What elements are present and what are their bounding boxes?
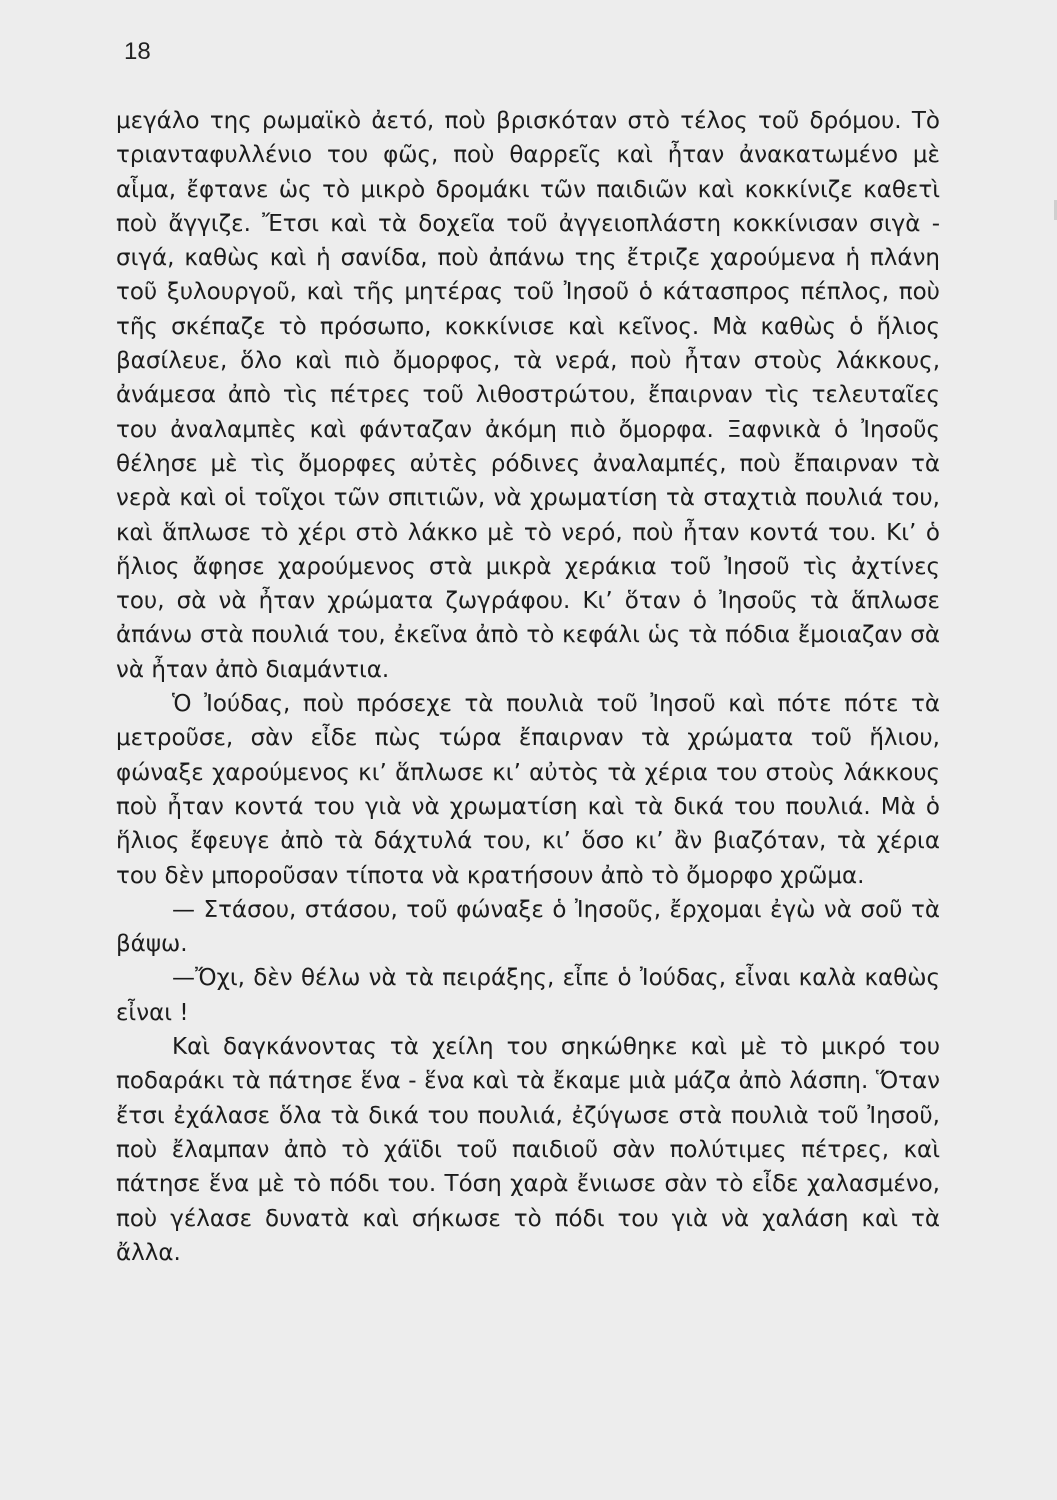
paragraph: Ὁ Ἰούδας, ποὺ πρόσεχε τὰ πουλιὰ τοῦ Ἰησοῦ καὶ πότε πότε τὰ μετροῦσε, σὰν εἶδε πὼς τώρα ἔπαιρναν τὰ χρώματα τοῦ ἥλιου, φώναξε χαρούμενος κι’ ἅπλωσε κι’ αὐτὸς τὰ χέρια του στοὺς λάκκους ποὺ ἦταν κοντά του γιὰ νὰ χρωματίση καὶ τὰ δικά του πουλιά. Μὰ ὁ ἥλιος ἔφευγε ἀπὸ τὰ δάχτυλά του, κι’ ὅσο κι’ ἂν βιαζόταν, τὰ χέρια του δὲν μποροῦσαν τίποτα νὰ κρατήσουν ἀπὸ τὸ ὄμορφο χρῶμα. (116, 691, 940, 889)
paragraph: Καὶ δαγκάνοντας τὰ χείλη του σηκώθηκε καὶ μὲ τὸ μικρό του ποδαράκι τὰ πάτησε ἕνα - ἕνα καὶ τὰ ἔκαμε μιὰ μάζα ἀπὸ λάσπη. Ὅταν ἔτσι ἐχάλασε ὅλα τὰ δικά του πουλιά, ἐζύγωσε στὰ πουλιὰ τοῦ Ἰησοῦ, ποὺ ἔλαμπαν ἀπὸ τὸ χάϊδι τοῦ παιδιοῦ σὰν πολύτιμες πέτρες, καὶ πάτησε ἕνα μὲ τὸ πόδι του. Τόση χαρὰ ἔνιωσε σὰν τὸ εἶδε χαλασμένο, ποὺ γέλασε δυνατὰ καὶ σήκωσε τὸ πόδι του γιὰ νὰ χαλάση καὶ τὰ ἄλλα. (116, 1034, 940, 1266)
paragraph: — Στάσου, στάσου, τοῦ φώναξε ὁ Ἰησοῦς, ἔρχομαι ἐγὼ νὰ σοῦ τὰ βάψω. (116, 896, 940, 958)
page-number: 18 (124, 38, 151, 65)
body-text (116, 104, 940, 1270)
paragraph: —Ὄχι, δὲν θέλω νὰ τὰ πειράξης, εἶπε ὁ Ἰούδας, εἶναι καλὰ καθὼς εἶναι ! (116, 965, 940, 1026)
paragraph: μεγάλο της ρωμαϊκὸ ἀετό, ποὺ βρισκόταν στὸ τέλος τοῦ δρόμου. Τὸ τριανταφυλλένιο του φῶς, ποὺ θαρρεῖς καὶ ἦταν ἀνακατωμένο μὲ αἷμα, ἔφτανε ὡς τὸ μικρὸ δρομάκι τῶν παιδιῶν καὶ κοκκίνιζε καθετὶ ποὺ ἄγγιζε. Ἔτσι καὶ τὰ δοχεῖα τοῦ ἀγγειοπλάστη κοκκίνισαν σιγὰ - σιγά, καθὼς καὶ ἡ σανίδα, ποὺ ἀπάνω της ἔτριζε χαρούμενα ἡ πλάνη τοῦ ξυλουργοῦ, καὶ τῆς μητέρας τοῦ Ἰησοῦ ὁ κάτασπρος πέπλος, ποὺ τῆς σκέπαζε τὸ πρόσωπο, κοκκίνισε καὶ κεῖνος. Μὰ καθὼς ὁ ἥλιος βασίλευε, ὅλο καὶ πιὸ ὄμορφος, τὰ νερά, ποὺ ἦταν στοὺς λάκκους, ἀνάμεσα ἀπὸ τὶς πέτρες τοῦ λιθοστρώτου, ἔπαιρναν τὶς τελευταῖες του ἀναλαμπὲς καὶ φάνταζαν ἀκόμη πιὸ ὄμορφα. Ξαφνικὰ ὁ Ἰησοῦς θέλησε μὲ τὶς ὄμορφες αὐτὲς ρόδινες ἀναλαμπές, ποὺ ἔπαιρναν τὰ νερὰ καὶ οἱ τοῖχοι τῶν σπιτιῶν, νὰ χρωματίση τὰ σταχτιὰ πουλιά του, καὶ ἅπλωσε τὸ χέρι στὸ λάκκο μὲ τὸ νερό, ποὺ ἦταν κοντά του. Κι’ ὁ ἥλιος ἄφησε χαρούμενος στὰ μικρὰ χεράκια τοῦ Ἰησοῦ τὶς ἀχτίνες του, σὰ νὰ ἦταν χρώματα ζωγράφου. Κι’ ὅταν ὁ Ἰησοῦς τὰ ἅπλωσε ἀπάνω στὰ πουλιά του, ἐκεῖνα ἀπὸ τὸ κεφάλι ὡς τὰ πόδια ἔμοιαζαν σὰ νὰ ἦταν ἀπὸ διαμάντια. (116, 108, 940, 683)
